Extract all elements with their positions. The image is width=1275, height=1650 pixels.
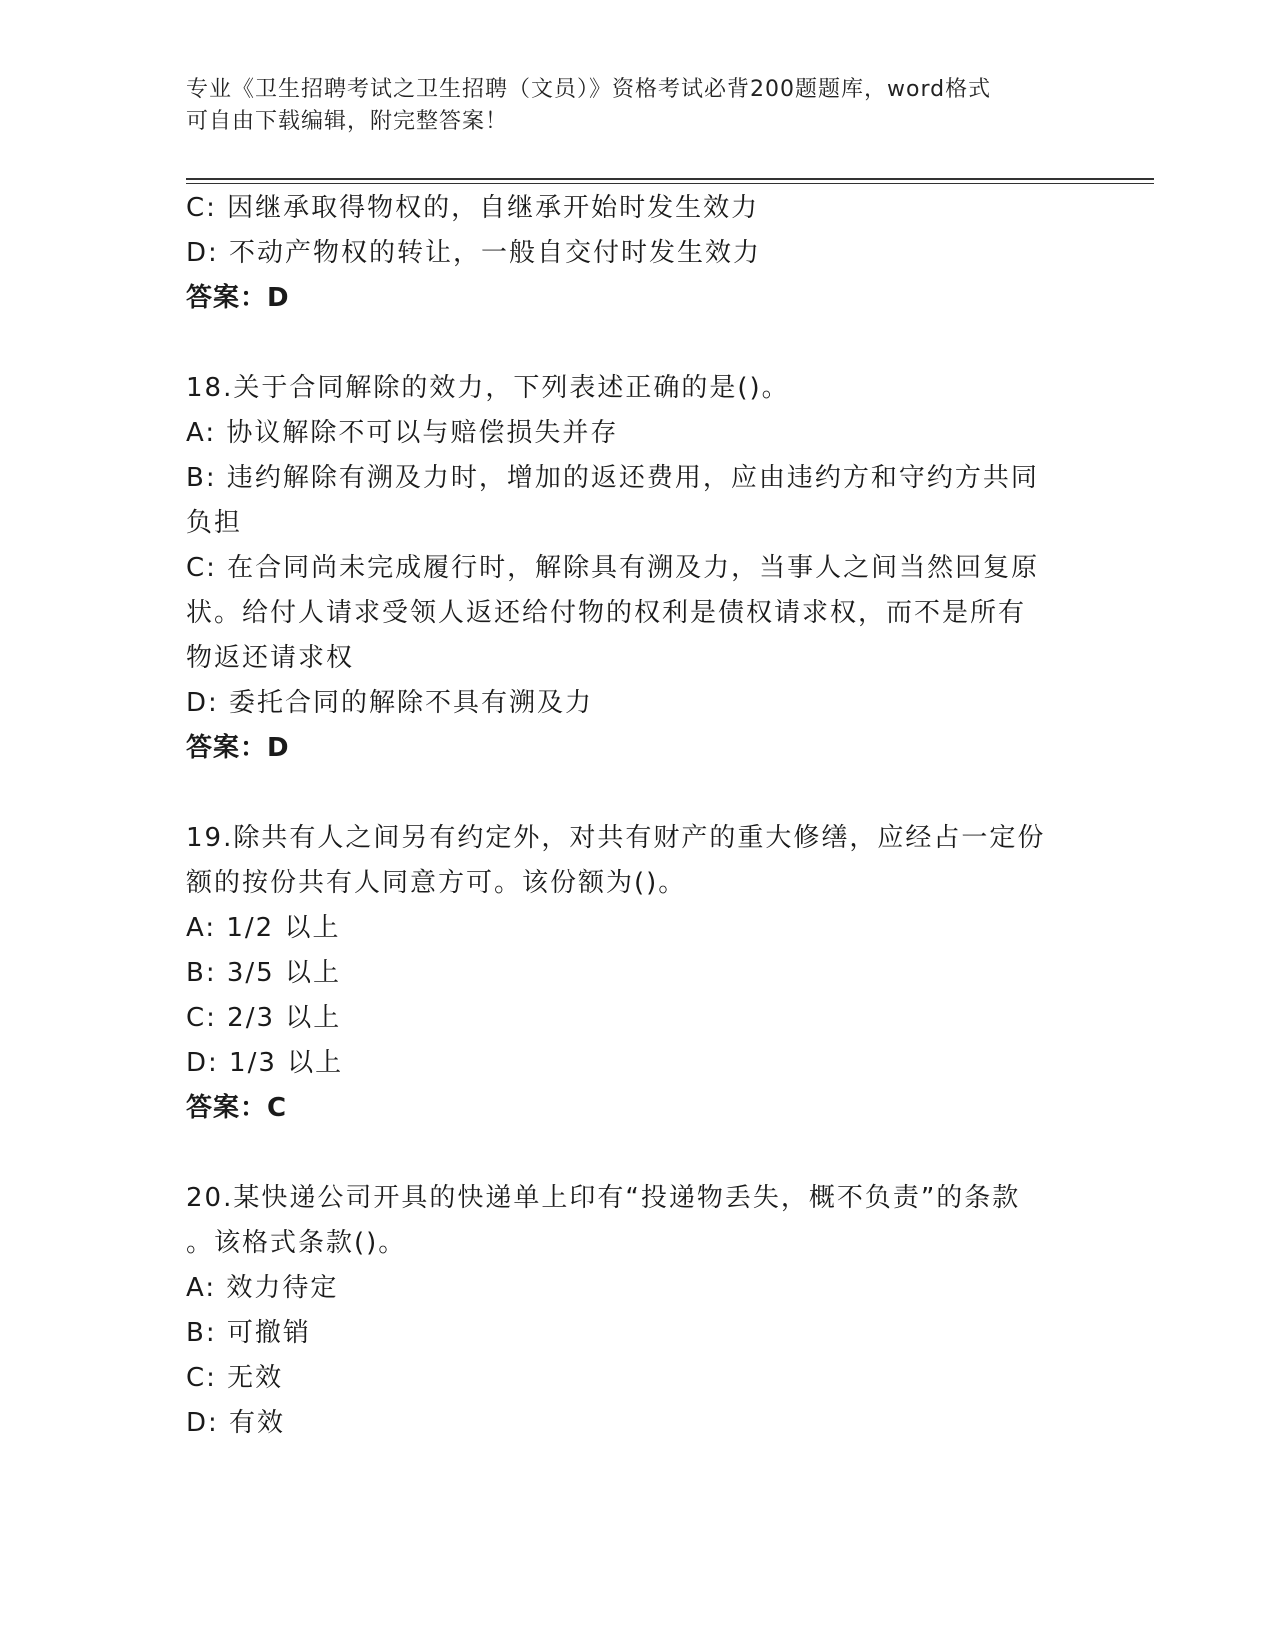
- question-19: [186, 816, 1076, 1131]
- q18-option-a: A: 协议解除不可以与赔偿损失并存: [186, 418, 619, 448]
- q18-stem: 18.关于合同解除的效力，下列表述正确的是()。: [186, 373, 790, 403]
- question-content: [186, 186, 1076, 1446]
- question-17-tail: [186, 186, 1076, 321]
- q19-stem-line-1: 19.除共有人之间另有约定外，对共有财产的重大修缮，应经占一定份: [186, 823, 1046, 853]
- q18-option-c-line-1: C: 在合同尚未完成履行时，解除具有溯及力，当事人之间当然回复原: [186, 553, 1040, 583]
- q20-stem-line-1: 20.某快递公司开具的快递单上印有“投递物丢失，概不负责”的条款: [186, 1183, 1021, 1213]
- q19-option-d: D: 1/3 以上: [186, 1048, 344, 1078]
- q20-option-a: A: 效力待定: [186, 1273, 339, 1303]
- q20-option-b: B: 可撤销: [186, 1318, 311, 1348]
- spacer: [186, 1131, 1076, 1176]
- header-title-line-2: 可自由下载编辑，附完整答案！: [186, 109, 509, 134]
- q17-answer: 答案：D: [186, 283, 290, 313]
- q19-stem-line-2: 额的按份共有人同意方可。该份额为()。: [186, 868, 687, 898]
- q18-option-c-line-3: 物返还请求权: [186, 643, 355, 673]
- q20-option-d: D: 有效: [186, 1408, 286, 1438]
- spacer: [186, 771, 1076, 816]
- q18-option-d: D: 委托合同的解除不具有溯及力: [186, 688, 594, 718]
- q18-answer: 答案：D: [186, 733, 290, 763]
- q18-option-c-line-2: 状。给付人请求受领人返还给付物的权利是债权请求权，而不是所有: [186, 598, 1027, 628]
- q19-answer: 答案：C: [186, 1093, 288, 1123]
- q19-option-c: C: 2/3 以上: [186, 1003, 342, 1033]
- question-18: [186, 366, 1076, 771]
- q18-option-b-line-2: 负担: [186, 508, 243, 538]
- question-20: [186, 1176, 1076, 1446]
- header-title-line-1: 专业《卫生招聘考试之卫生招聘（文员）》资格考试必背200题题库，word格式: [186, 77, 992, 102]
- q19-option-b: B: 3/5 以上: [186, 958, 341, 988]
- q19-option-a: A: 1/2 以上: [186, 913, 341, 943]
- q20-option-c: C: 无效: [186, 1363, 284, 1393]
- spacer: [186, 321, 1076, 366]
- q18-option-b-line-1: B: 违约解除有溯及力时，增加的返还费用，应由违约方和守约方共同: [186, 463, 1039, 493]
- q17-option-c: C: 因继承取得物权的，自继承开始时发生效力: [186, 193, 760, 223]
- q17-option-d: D: 不动产物权的转让，一般自交付时发生效力: [186, 238, 762, 268]
- q20-stem-line-2: 。该格式条款()。: [186, 1228, 407, 1258]
- header-divider-thin: [186, 183, 1154, 184]
- document-header: [186, 74, 1086, 138]
- header-divider-thick: [186, 178, 1154, 180]
